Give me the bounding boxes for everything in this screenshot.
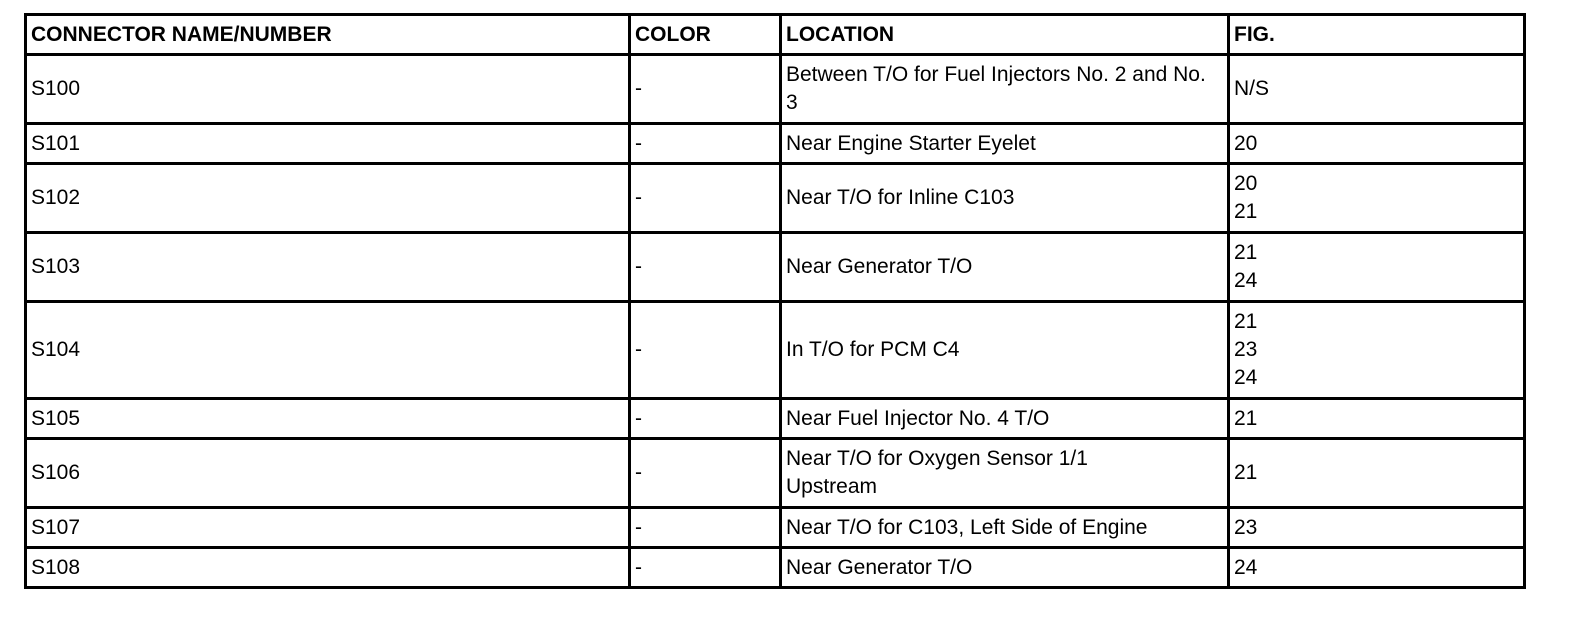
location-cell (781, 439, 1229, 508)
fig-number: 21 (1234, 241, 1258, 264)
table-body (26, 55, 1525, 588)
location-cell (781, 508, 1229, 548)
connector-name-cell: S106 (26, 439, 630, 508)
header-color: COLOR (630, 15, 781, 55)
location-cell (781, 164, 1229, 233)
fig-number: 23 (1234, 338, 1258, 361)
location-text: Near T/O for Oxygen Sensor 1/1 Upstream (786, 447, 1088, 498)
fig-cell (1229, 399, 1525, 439)
color-cell: - (630, 164, 781, 233)
fig-cell (1229, 164, 1525, 233)
header-row (26, 15, 1525, 55)
location-text: Near Engine Starter Eyelet (786, 131, 1036, 155)
fig-number: 21 (1234, 200, 1258, 223)
color-cell: - (630, 233, 781, 302)
location-cell (781, 302, 1229, 399)
connector-name-cell: S101 (26, 124, 630, 164)
location-text: Near Fuel Injector No. 4 T/O (786, 406, 1050, 430)
fig-number: 24 (1234, 555, 1258, 579)
fig-number: 20 (1234, 172, 1258, 195)
fig-number: 21 (1234, 310, 1258, 333)
fig-number: 21 (1234, 461, 1258, 484)
color-cell: - (630, 548, 781, 588)
location-cell (781, 233, 1229, 302)
connector-name-cell: S103 (26, 233, 630, 302)
location-cell (781, 124, 1229, 164)
color-cell: - (630, 439, 781, 508)
color-cell: - (630, 508, 781, 548)
location-text: Near T/O for Inline C103 (786, 186, 1015, 209)
location-cell (781, 548, 1229, 588)
fig-cell (1229, 439, 1525, 508)
header-fig: FIG. (1229, 15, 1525, 55)
fig-number: 24 (1234, 269, 1258, 292)
location-text: In T/O for PCM C4 (786, 338, 960, 361)
connector-name-cell: S100 (26, 55, 630, 124)
table-row (26, 164, 1525, 233)
location-cell (781, 399, 1229, 439)
table-row (26, 55, 1525, 124)
connector-name-cell: S107 (26, 508, 630, 548)
connector-name-cell: S105 (26, 399, 630, 439)
fig-number: N/S (1234, 77, 1270, 100)
location-text: Between T/O for Fuel Injectors No. 2 and No. 3 (786, 63, 1206, 114)
table-row (26, 302, 1525, 399)
table-row (26, 508, 1525, 548)
header-location: LOCATION (781, 15, 1229, 55)
connector-table (24, 13, 1526, 589)
fig-cell (1229, 302, 1525, 399)
fig-number: 23 (1234, 515, 1258, 539)
fig-cell (1229, 548, 1525, 588)
fig-cell (1229, 233, 1525, 302)
location-cell (781, 55, 1229, 124)
table-header (26, 15, 1525, 55)
fig-cell (1229, 55, 1525, 124)
connector-name-cell: S104 (26, 302, 630, 399)
connector-name-cell: S108 (26, 548, 630, 588)
table-row (26, 233, 1525, 302)
location-text: Near Generator T/O (786, 555, 973, 579)
fig-number: 20 (1234, 131, 1258, 155)
connector-name-cell: S102 (26, 164, 630, 233)
table-row (26, 548, 1525, 588)
color-cell: - (630, 55, 781, 124)
color-cell: - (630, 124, 781, 164)
fig-cell (1229, 508, 1525, 548)
fig-number: 21 (1234, 406, 1258, 430)
fig-number: 24 (1234, 366, 1258, 389)
header-connector-name: CONNECTOR NAME/NUMBER (26, 15, 630, 55)
location-text: Near T/O for C103, Left Side of Engine (786, 515, 1148, 539)
fig-cell (1229, 124, 1525, 164)
color-cell: - (630, 399, 781, 439)
location-text: Near Generator T/O (786, 255, 973, 278)
table-row (26, 124, 1525, 164)
color-cell: - (630, 302, 781, 399)
table-row (26, 439, 1525, 508)
table-row (26, 399, 1525, 439)
